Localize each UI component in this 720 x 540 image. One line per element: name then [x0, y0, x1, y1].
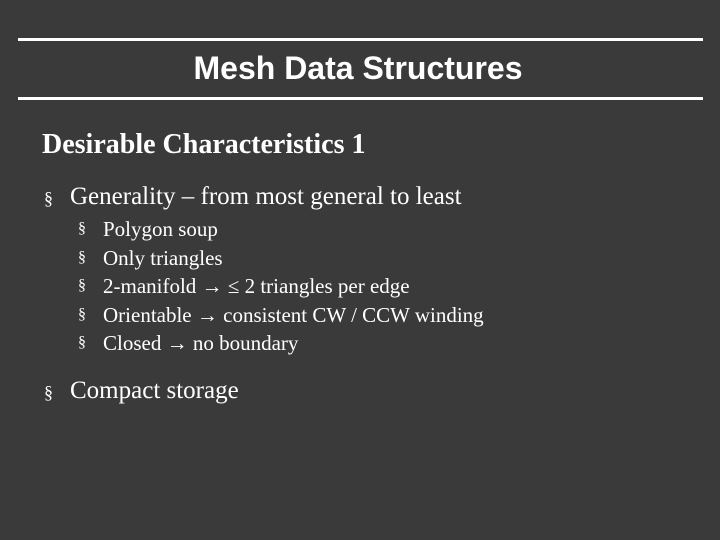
- slide-title: Mesh Data Structures: [193, 50, 523, 86]
- sub-bullet-marker: §: [78, 277, 86, 294]
- sub-bullet-text: Polygon soup: [103, 217, 218, 241]
- sub-bullet-marker: §: [78, 249, 86, 266]
- sub-bullet-text: Orientable → consistent CW / CCW winding: [103, 303, 484, 327]
- title-top-rule: [18, 38, 703, 41]
- slide-subtitle: Desirable Characteristics 1: [42, 129, 366, 160]
- sub-bullet-text: 2-manifold → ≤ 2 triangles per edge: [103, 274, 410, 298]
- bullet-marker: §: [44, 382, 53, 402]
- sub-bullet-text: Only triangles: [103, 246, 223, 270]
- bullet-text: Compact storage: [70, 377, 239, 404]
- bullet-text: Generality – from most general to least: [70, 183, 462, 210]
- sub-bullet-text: Closed → no boundary: [103, 331, 299, 355]
- sub-bullet-marker: §: [78, 220, 86, 237]
- sub-bullet-marker: §: [78, 334, 86, 351]
- sub-bullet-marker: §: [78, 306, 86, 323]
- title-bottom-rule: [18, 97, 703, 100]
- bullet-marker: §: [44, 188, 53, 208]
